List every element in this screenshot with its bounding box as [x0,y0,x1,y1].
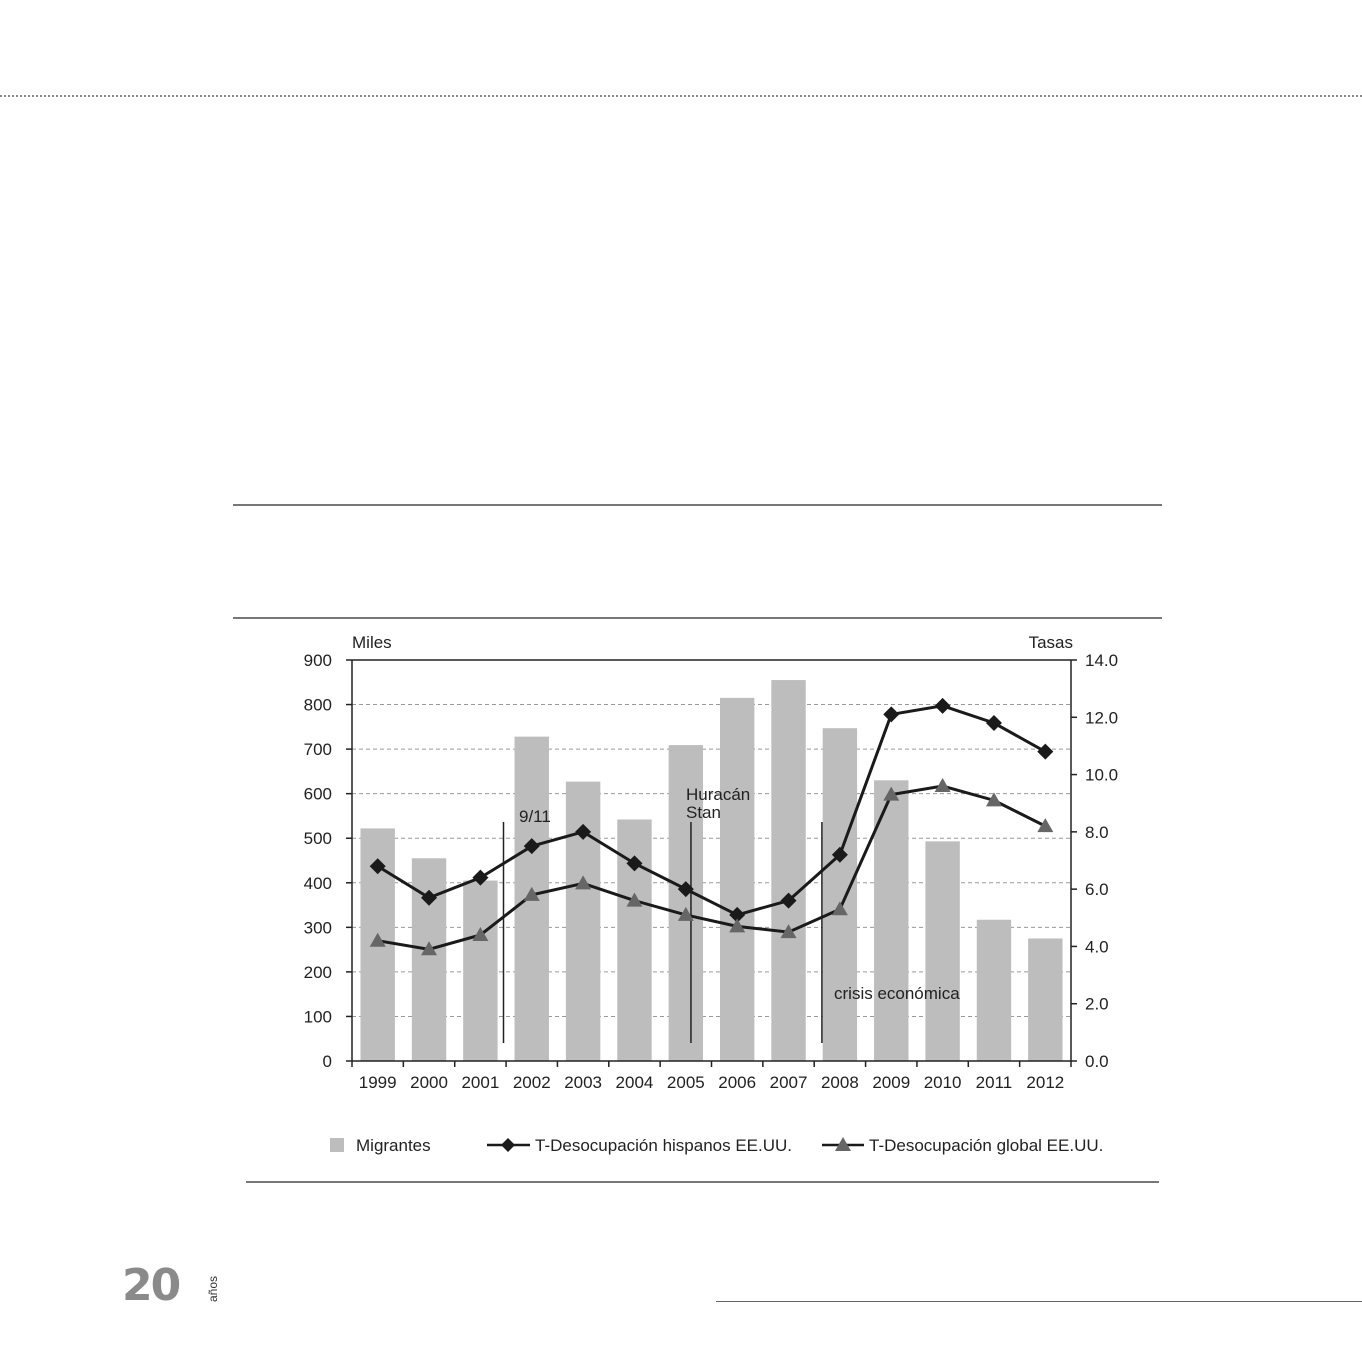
right-tick-label: 14.0 [1085,651,1119,670]
right-tick-label: 10.0 [1085,765,1119,785]
x-tick-label: 2001 [461,1073,500,1092]
legend-marker-hispanos [501,1138,515,1152]
bar-migrantes [925,841,959,1061]
right-tick-label: 6.0 [1085,880,1109,900]
twenty-years-logo [122,1260,220,1311]
bar-migrantes [1028,938,1062,1061]
x-tick-label: 2006 [718,1073,757,1092]
x-tick-label: 2010 [923,1073,962,1092]
x-tick-label: 2008 [820,1073,859,1092]
left-axis-title: Miles [352,633,392,652]
bar-migrantes [720,698,754,1061]
x-tick-label: 2011 [975,1073,1013,1092]
x-tick-label: 2012 [1026,1073,1065,1092]
left-tick-label: 500 [303,829,332,849]
left-tick-label: 900 [303,651,332,670]
left-tick-label: 200 [303,962,332,982]
left-tick-label: 100 [303,1007,332,1027]
marker-global [1037,818,1053,832]
logo-suffix: años [206,1275,220,1302]
right-tick-label: 8.0 [1085,822,1109,842]
marker-global [935,778,951,792]
x-tick-label: 2007 [769,1073,808,1092]
legend-label-migrantes: Migrantes [356,1136,431,1155]
x-tick-label: 1999 [358,1073,397,1092]
logo-number: 20 [122,1260,180,1311]
bar-migrantes [566,782,600,1061]
right-tick-label: 0.0 [1085,1052,1109,1071]
left-tick-label: 600 [303,784,332,804]
x-tick-label: 2000 [410,1073,448,1092]
right-tick-label: 4.0 [1085,937,1109,957]
marker-hispanos [935,698,951,714]
marker-hispanos [883,706,899,722]
x-tick-label: 2005 [666,1073,705,1092]
bar-migrantes [977,920,1011,1061]
annotation-label: crisis económica [834,984,960,1003]
legend-label-hispanos: T-Desocupación hispanos EE.UU. [535,1136,793,1155]
bar-migrantes [771,680,805,1061]
legend-label-global: T-Desocupación global EE.UU. [869,1136,1104,1155]
x-tick-label: 2009 [872,1073,911,1092]
marker-hispanos [1037,744,1053,760]
bar-migrantes [463,881,497,1061]
right-tick-label: 2.0 [1085,994,1109,1014]
annotation-label: 9/11 [519,807,551,826]
left-tick-label: 800 [303,695,332,715]
legend-swatch-migrantes [330,1138,344,1152]
x-tick-label: 2002 [512,1073,551,1092]
left-tick-label: 300 [303,918,332,938]
bar-migrantes [823,728,857,1061]
x-tick-label: 2003 [564,1073,603,1092]
marker-hispanos [986,715,1002,731]
left-tick-label: 0 [322,1052,332,1071]
left-tick-label: 400 [303,873,332,893]
annotation-label: Stan [686,803,721,822]
left-tick-label: 700 [303,740,332,760]
x-tick-label: 2004 [615,1073,654,1092]
right-axis-title: Tasas [1028,633,1073,652]
right-tick-label: 12.0 [1085,708,1119,728]
annotation-label: Huracán [686,785,751,804]
